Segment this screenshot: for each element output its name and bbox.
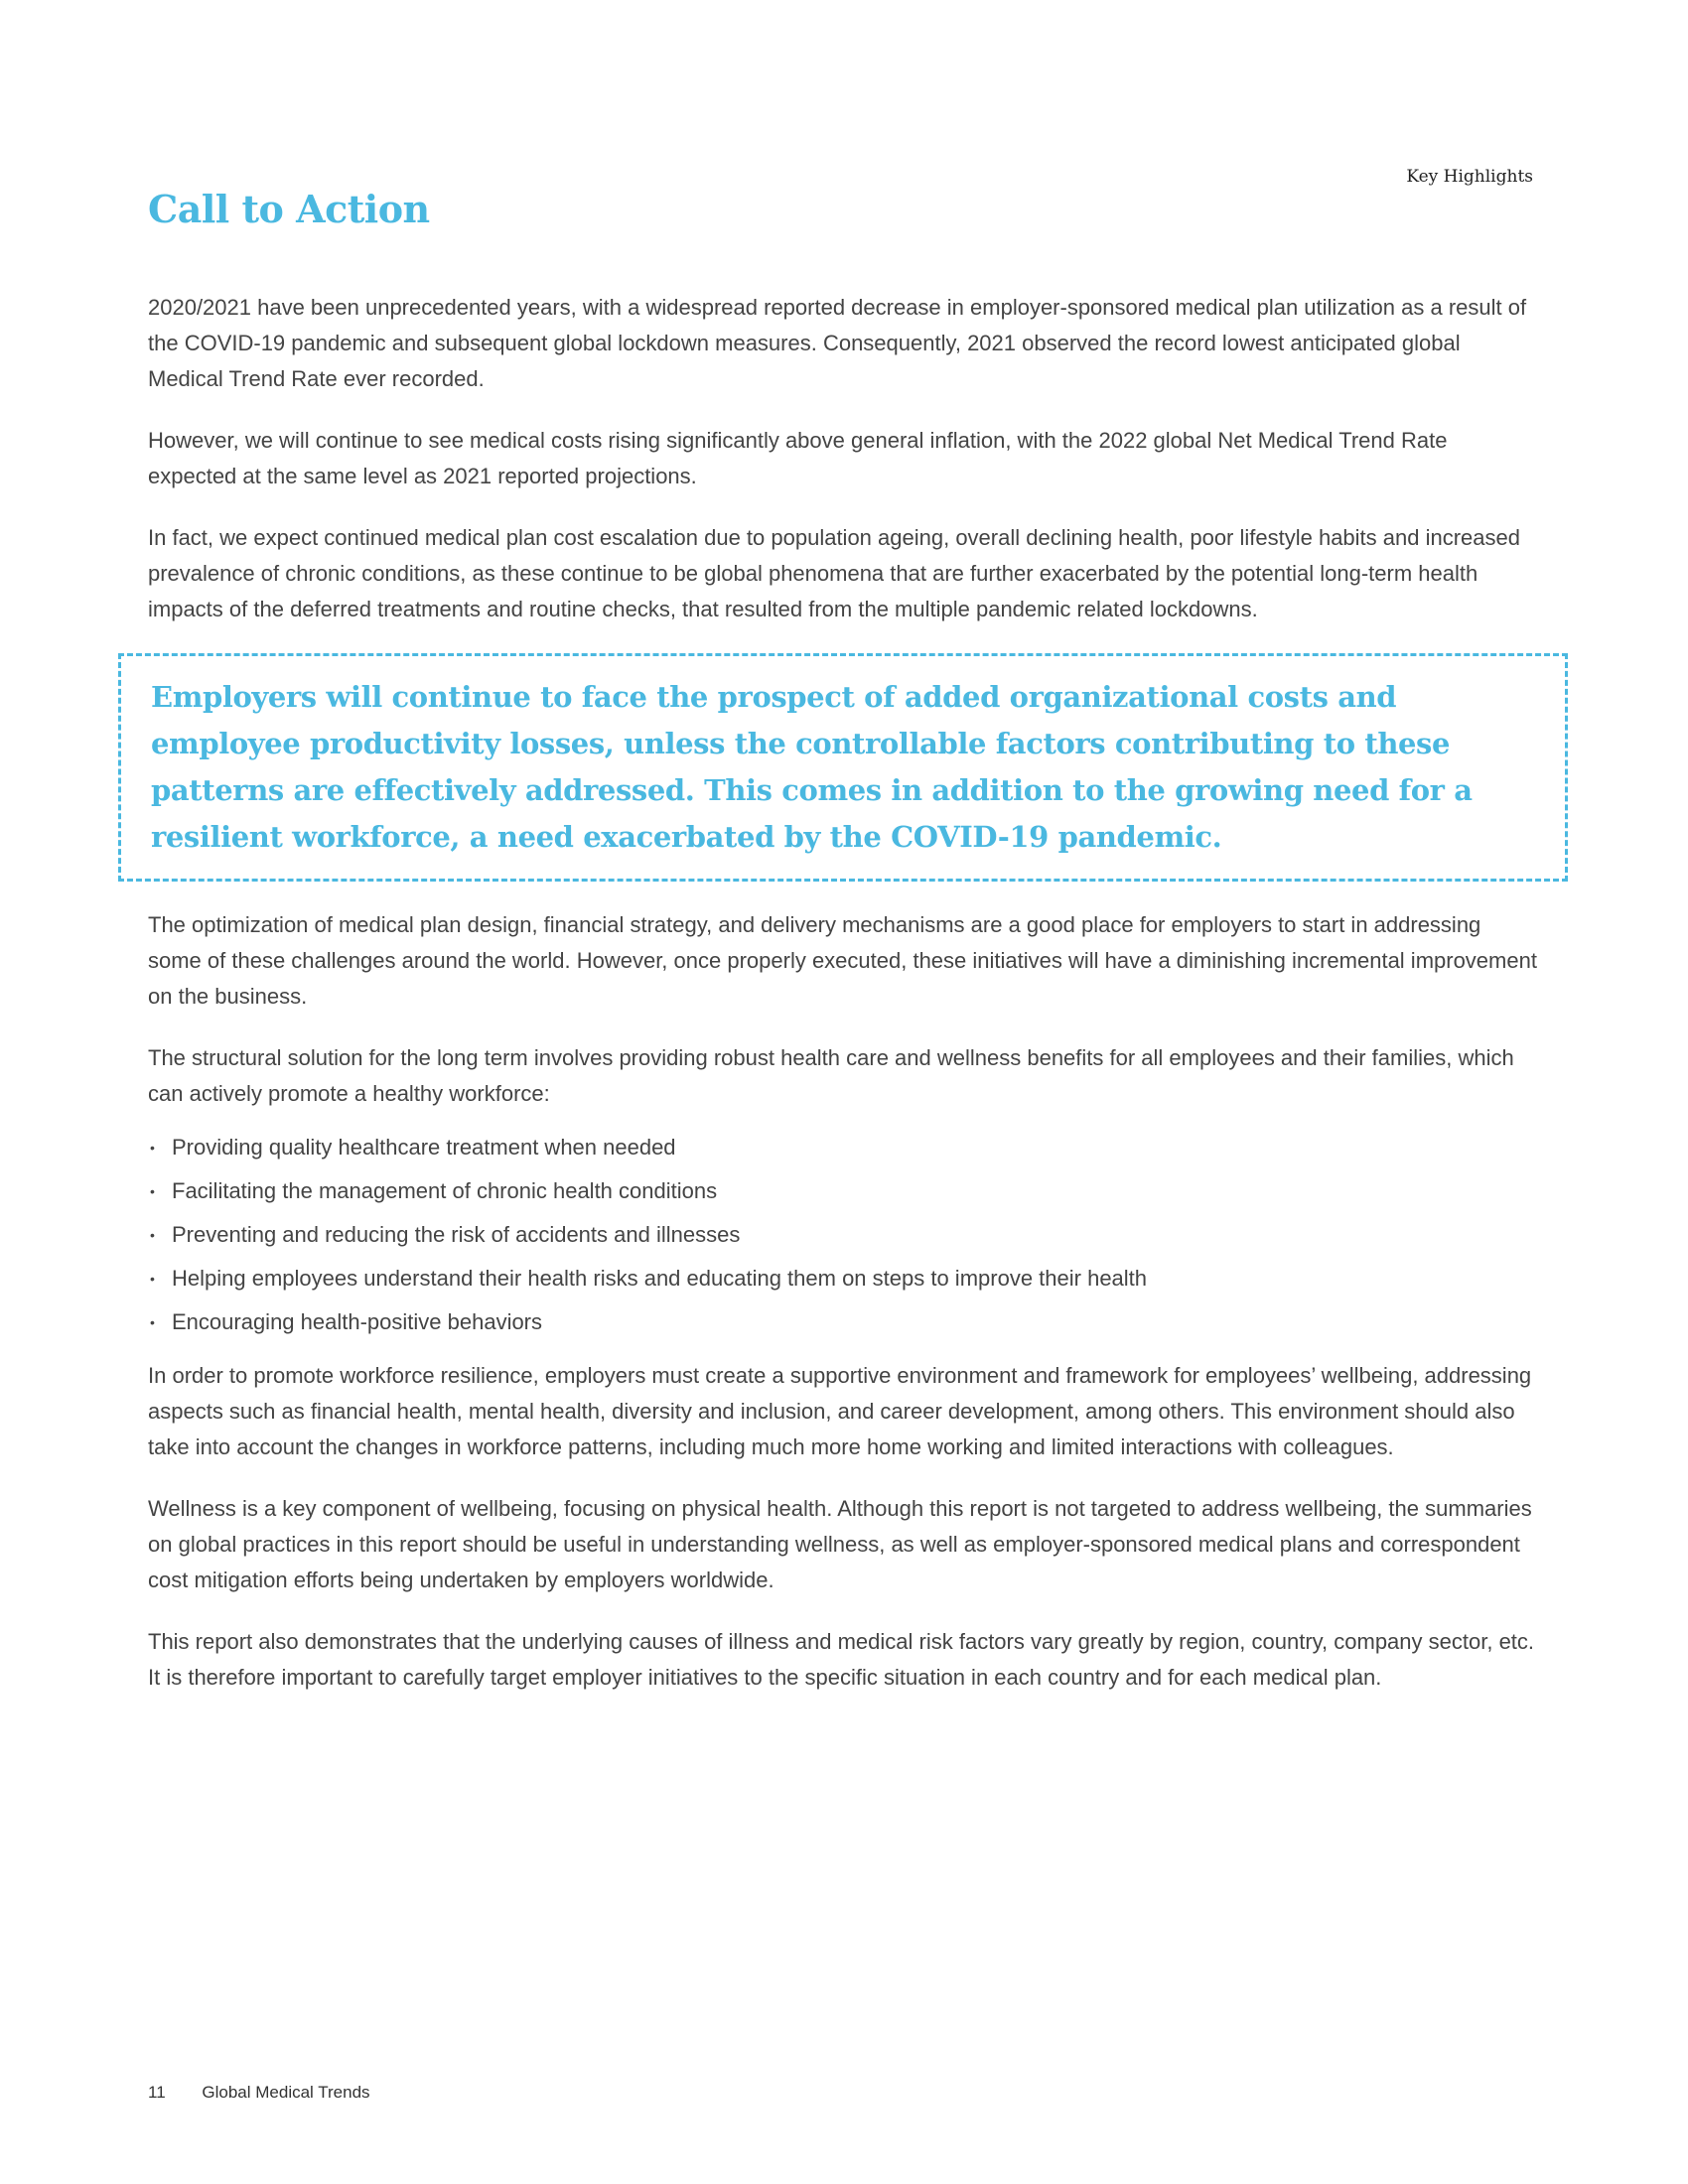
list-item-text: Providing quality healthcare treatment when needed: [172, 1135, 676, 1160]
list-item: [148, 1169, 1538, 1213]
list-item: [148, 1300, 1538, 1344]
intro-paragraph: 2020/2021 have been unprecedented years, with a widespread reported decrease in employer-sponsored medical plan utilization as a result of the COVID-19 pandemic and subsequent global lockdown measures. Consequently, 2021 observed the record lowest anticipated global Medical Trend Rate ever recorded.: [148, 295, 1527, 391]
list-item: [148, 1213, 1538, 1257]
page-content: [148, 290, 1538, 1721]
resilience-paragraph: In order to promote workforce resilience, employers must create a supportive environment and framework for employees’ wellbeing, addressing aspects such as financial health, mental health, diversity and inclusion, and career development, among others. This environment should also take into account the changes in workforce patterns, including much more home working and limited interactions with colleagues.: [148, 1363, 1532, 1459]
risk-factors-paragraph: This report also demonstrates that the underlying causes of illness and medical risk factors vary greatly by region, country, company sector, etc. It is therefore important to carefully target employer initiatives to the specific situation in each country and for each medical plan.: [148, 1629, 1535, 1690]
page-title: Call to Action: [148, 187, 430, 231]
section-label: Key Highlights: [1406, 167, 1533, 187]
bullet-icon: •: [150, 1271, 155, 1287]
callout-text: Employers will continue to face the prospect of added organizational costs and employee productivity losses, unless the controllable factors contributing to these patterns are effectively addressed. This comes in addition to the growing need for a resilient workforce, a need exacerbated by the COVID-19 pandemic.: [151, 680, 1473, 854]
bullet-icon: •: [150, 1314, 155, 1330]
list-item-text: Preventing and reducing the risk of accidents and illnesses: [172, 1222, 741, 1247]
structural-solution-paragraph: The structural solution for the long term involves providing robust health care and wellness benefits for all employees and their families, which can actively promote a healthy workforce:: [148, 1045, 1514, 1106]
bullet-icon: •: [150, 1227, 155, 1243]
list-item: [148, 1126, 1538, 1169]
callout-box: [118, 653, 1568, 882]
wellness-paragraph: Wellness is a key component of wellbeing, focusing on physical health. Although this report is not targeted to address wellbeing, the summaries on global practices in this report should be useful in understanding wellness, as well as employer-sponsored medical plans and correspondent cost mitigation efforts being undertaken by employers worldwide.: [148, 1496, 1532, 1592]
list-item-text: Facilitating the management of chronic health conditions: [172, 1178, 718, 1203]
bullet-list: [148, 1126, 1538, 1344]
inflation-paragraph: However, we will continue to see medical costs rising significantly above general inflation, with the 2022 global Net Medical Trend Rate expected at the same level as 2021 reported projections.: [148, 428, 1448, 488]
optimization-paragraph: The optimization of medical plan design, financial strategy, and delivery mechanisms are a good place for employers to start in addressing some of these challenges around the world. However, once properly executed, these initiatives will have a diminishing incremental improvement on the business.: [148, 912, 1537, 1009]
list-item-text: Encouraging health-positive behaviors: [172, 1309, 543, 1334]
bullet-icon: •: [150, 1140, 155, 1156]
publication-name: Global Medical Trends: [202, 2083, 370, 2102]
list-item-text: Helping employees understand their health risks and educating them on steps to improve their health: [172, 1266, 1148, 1291]
page-footer: [148, 2083, 370, 2103]
escalation-paragraph: In fact, we expect continued medical plan cost escalation due to population ageing, overall declining health, poor lifestyle habits and increased prevalence of chronic conditions, as these continue to be global phenomena that are further exacerbated by the potential long-term health impacts of the deferred treatments and routine checks, that resulted from the multiple pandemic related lockdowns.: [148, 525, 1520, 621]
list-item: [148, 1257, 1538, 1300]
page-number: 11: [148, 2083, 166, 2102]
bullet-icon: •: [150, 1183, 155, 1199]
